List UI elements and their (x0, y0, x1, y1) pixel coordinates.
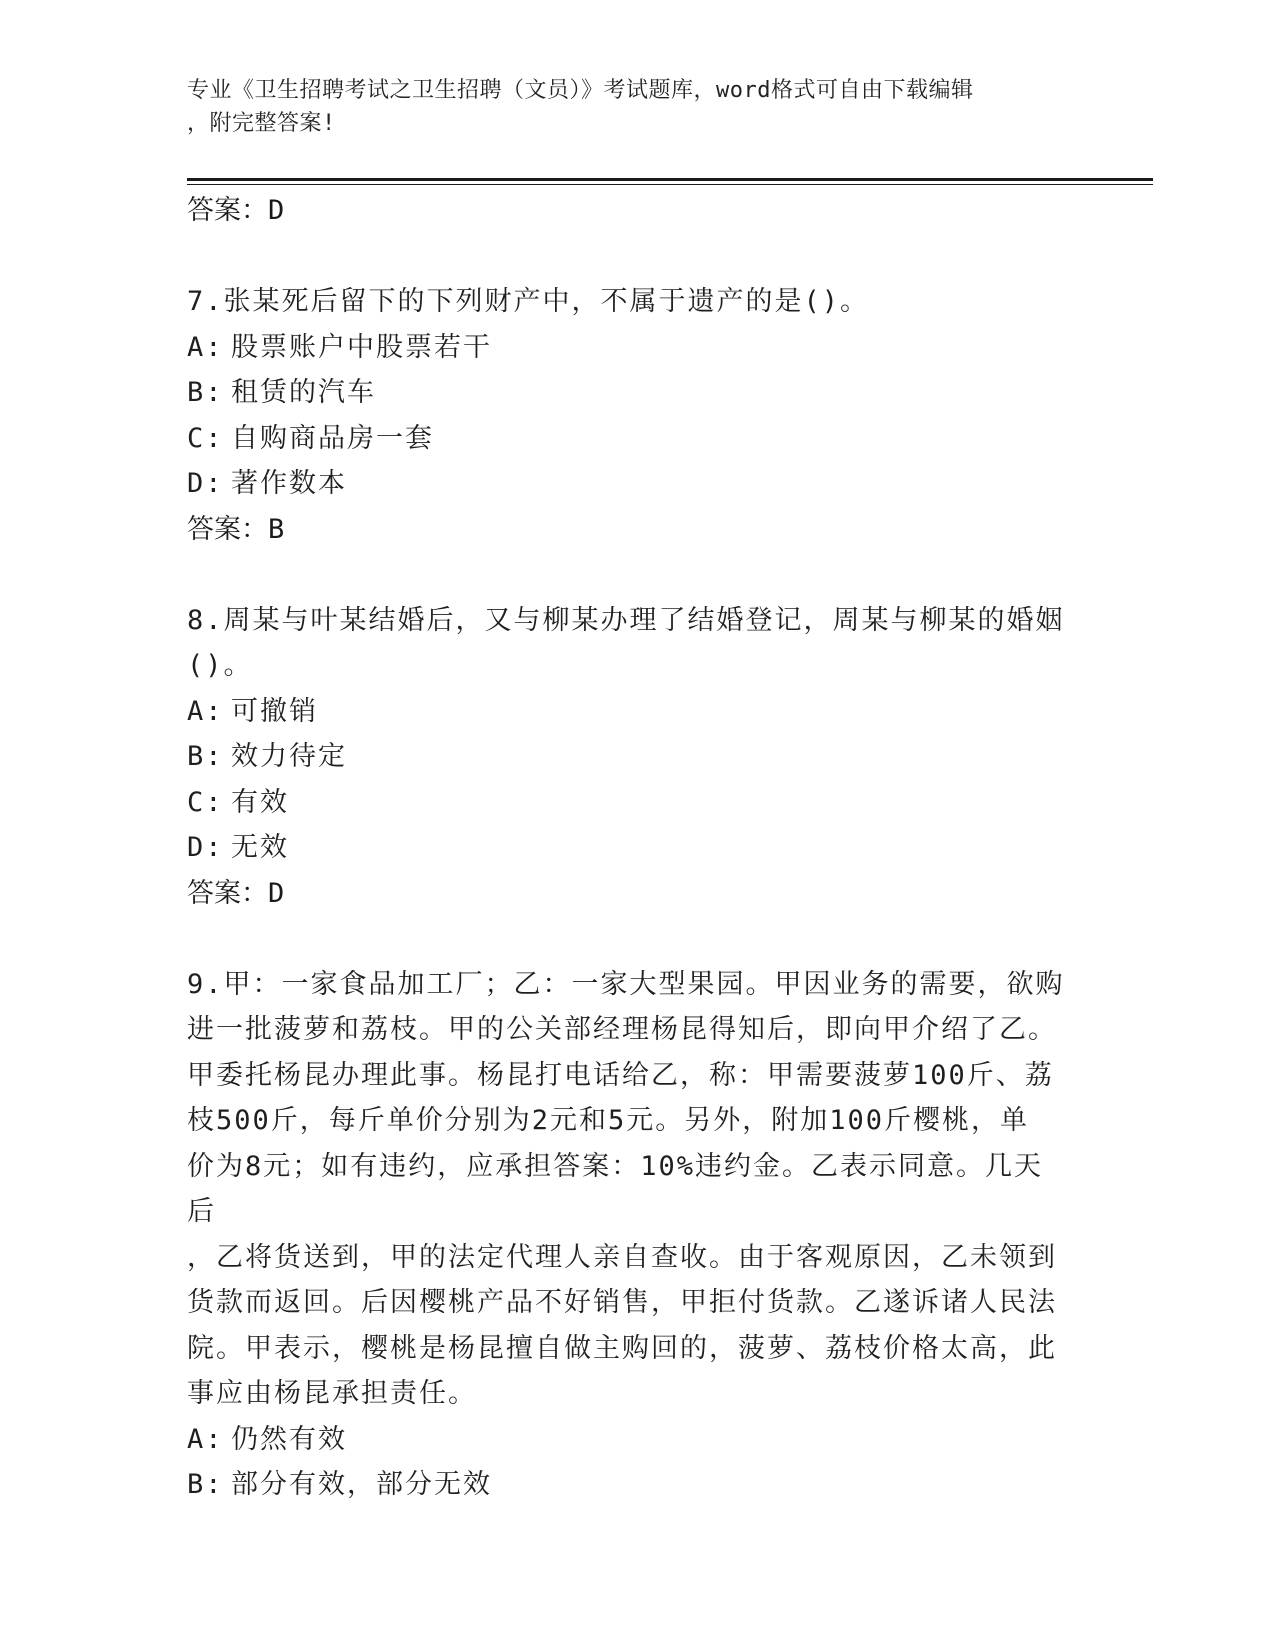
question-8 (187, 598, 1067, 917)
option-key: B: (187, 1469, 224, 1500)
option-text: 无效 (231, 832, 289, 863)
header-line-1: 专业《卫生招聘考试之卫生招聘（文员）》考试题库，word格式可自由下载编辑 (187, 78, 974, 103)
answer-value: B (268, 513, 285, 545)
answer-line (187, 188, 1067, 234)
question-text-line: 甲委托杨昆办理此事。杨昆打电话给乙，称：甲需要菠萝100斤、荔 (187, 1059, 1054, 1091)
question-text-line: ()。 (187, 650, 253, 681)
option-text: 自购商品房一套 (231, 422, 434, 454)
question-9 (187, 962, 1067, 1508)
option-text: 部分有效，部分无效 (231, 1469, 492, 1500)
option-text: 股票账户中股票若干 (231, 331, 492, 363)
header-line-2: ，附完整答案! (187, 111, 336, 136)
question-text-line: 事应由杨昆承担责任。 (187, 1378, 477, 1409)
option-b (187, 370, 1067, 416)
question-text-line: 枝500斤，每斤单价分别为2元和5元。另外，附加100斤樱桃，单 (187, 1105, 1030, 1136)
question-text (187, 962, 1067, 1417)
header-rule-thick (187, 178, 1153, 181)
option-text: 租赁的汽车 (231, 377, 376, 408)
option-b (187, 1462, 1067, 1508)
option-text: 有效 (231, 786, 289, 818)
page-header (187, 74, 1067, 140)
question-text-line: 价为8元；如有违约，应承担答案：10%违约金。乙表示同意。几天后 (187, 1150, 1044, 1227)
answer-value: D (268, 195, 285, 226)
option-d (187, 825, 1067, 871)
option-text: 著作数本 (231, 468, 347, 499)
answer-label: 答案： (187, 195, 268, 226)
question-text-line: 进一批菠萝和荔枝。甲的公关部经理杨昆得知后，即向甲介绍了乙。 (187, 1014, 1057, 1045)
question-text-line: 9.甲：一家食品加工厂；乙：一家大型果园。甲因业务的需要，欲购 (187, 968, 1065, 1000)
option-a (187, 1417, 1067, 1463)
option-a (187, 325, 1067, 371)
option-key: C: (187, 786, 224, 818)
question-text: 7.张某死后留下的下列财产中，不属于遗产的是()。 (187, 286, 870, 317)
question-7 (187, 279, 1067, 553)
question-text-line: 货款而返回。后因樱桃产品不好销售，甲拒付货款。乙遂诉诸人民法 (187, 1287, 1057, 1318)
option-text: 可撤销 (231, 695, 318, 727)
option-key: A: (187, 1423, 224, 1455)
question-text-line: 院。甲表示，樱桃是杨昆擅自做主购回的，菠萝、荔枝价格太高，此 (187, 1332, 1057, 1364)
option-text: 效力待定 (231, 741, 347, 772)
option-key: D: (187, 832, 224, 863)
question-text (187, 598, 1067, 689)
spacer (187, 553, 1067, 598)
answer-line (187, 871, 1067, 917)
answer-label: 答案： (187, 513, 268, 545)
header-rule-thin (187, 184, 1153, 185)
option-c (187, 416, 1067, 462)
option-key: B: (187, 741, 224, 772)
option-c (187, 780, 1067, 826)
question-text-line: ，乙将货送到，甲的法定代理人亲自查收。由于客观原因，乙未领到 (187, 1241, 1057, 1273)
questions-body (187, 188, 1067, 1508)
option-key: A: (187, 331, 224, 363)
option-text: 仍然有效 (231, 1423, 347, 1455)
option-a (187, 689, 1067, 735)
option-d (187, 461, 1067, 507)
answer-value: D (268, 877, 285, 909)
option-b (187, 734, 1067, 780)
spacer (187, 234, 1067, 279)
option-key: A: (187, 695, 224, 727)
answer-label: 答案： (187, 877, 268, 909)
option-key: B: (187, 377, 224, 408)
question-text-line: 8.周某与叶某结婚后，又与柳某办理了结婚登记，周某与柳某的婚姻 (187, 604, 1065, 636)
option-key: C: (187, 422, 224, 454)
option-key: D: (187, 468, 224, 499)
answer-line (187, 507, 1067, 553)
spacer (187, 917, 1067, 962)
